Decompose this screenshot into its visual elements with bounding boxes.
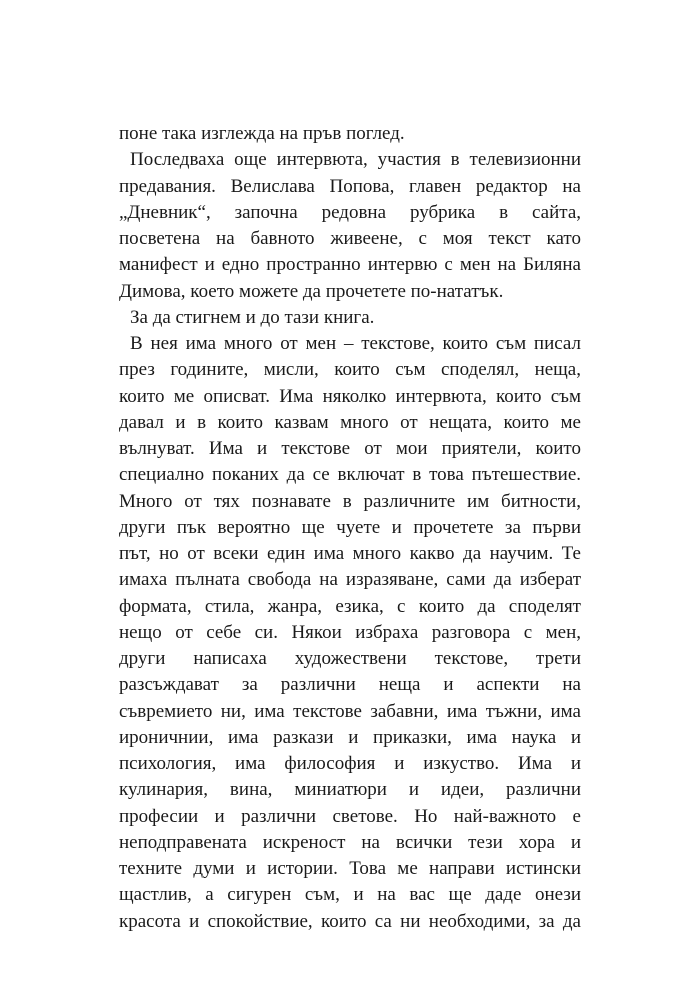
document-page [119, 121, 581, 935]
text-line: специално поканих да се включат в това пътешествие. [119, 464, 581, 486]
text-line: през годините, мисли, които съм споделял, неща, [119, 359, 581, 381]
text-line: път, но от всеки един има много какво да научим. Те [119, 543, 581, 564]
text-line: Последваха още интервюта, участия в телевизионни [130, 149, 581, 171]
text-line: професии и различни светове. Но най-важното е [119, 805, 581, 827]
text-line: давал и в които казвам много от нещата, които ме [119, 411, 581, 433]
text-line: красота и спокойствие, които са ни необходими, за да [119, 910, 581, 932]
text-line: щастлив, а сигурен съм, и на вас ще даде онези [119, 884, 581, 906]
text-line: психология, има философия и изкуство. Има и [119, 753, 581, 774]
text-line: разсъждават за различни неща и аспекти на [119, 674, 581, 696]
text-line: вълнуват. Има и текстове от мои приятели, които [119, 438, 581, 459]
text-line: поне така изглежда на пръв поглед. [119, 123, 405, 144]
text-line: неподправената искреност на всички тези хора и [119, 831, 581, 853]
text-line: други написаха художествени текстове, трети [119, 648, 581, 669]
text-line: предавания. Велислава Попова, главен редактор на [119, 175, 581, 197]
text-line: нещо от себе си. Някои избраха разговора с мен, [119, 621, 581, 643]
text-line: манифест и едно пространно интервю с мен на Биляна [119, 254, 581, 276]
text-line: Много от тях познавате в различните им битности, [119, 490, 581, 512]
text-line: които ме описват. Има няколко интервюта, които съм [119, 385, 581, 407]
text-line: кулинария, вина, миниатюри и идеи, различни [119, 779, 581, 801]
text-line: „Дневник“, започна редовна рубрика в сайта, [119, 201, 581, 223]
text-line: други пък вероятно ще чуете и прочетете за първи [119, 516, 581, 538]
text-line: техните думи и истории. Това ме направи истински [119, 858, 581, 879]
text-line: Димова, което можете да прочетете по-нататък. [119, 280, 504, 302]
text-line: В нея има много от мен – текстове, които съм писал [130, 333, 581, 354]
text-line: формата, стила, жанра, езика, с които да споделят [119, 595, 581, 617]
text-line: съвремието ни, има текстове забавни, има тъжни, има [119, 700, 581, 722]
text-line: За да стигнем и до тази книга. [130, 306, 375, 328]
text-line: имаха пълната свобода на изразяване, сами да изберат [119, 569, 581, 591]
text-line: ироничнии, има разкази и приказки, има наука и [119, 726, 581, 748]
text-line: посветена на бавното живеене, с моя текст като [119, 228, 581, 249]
